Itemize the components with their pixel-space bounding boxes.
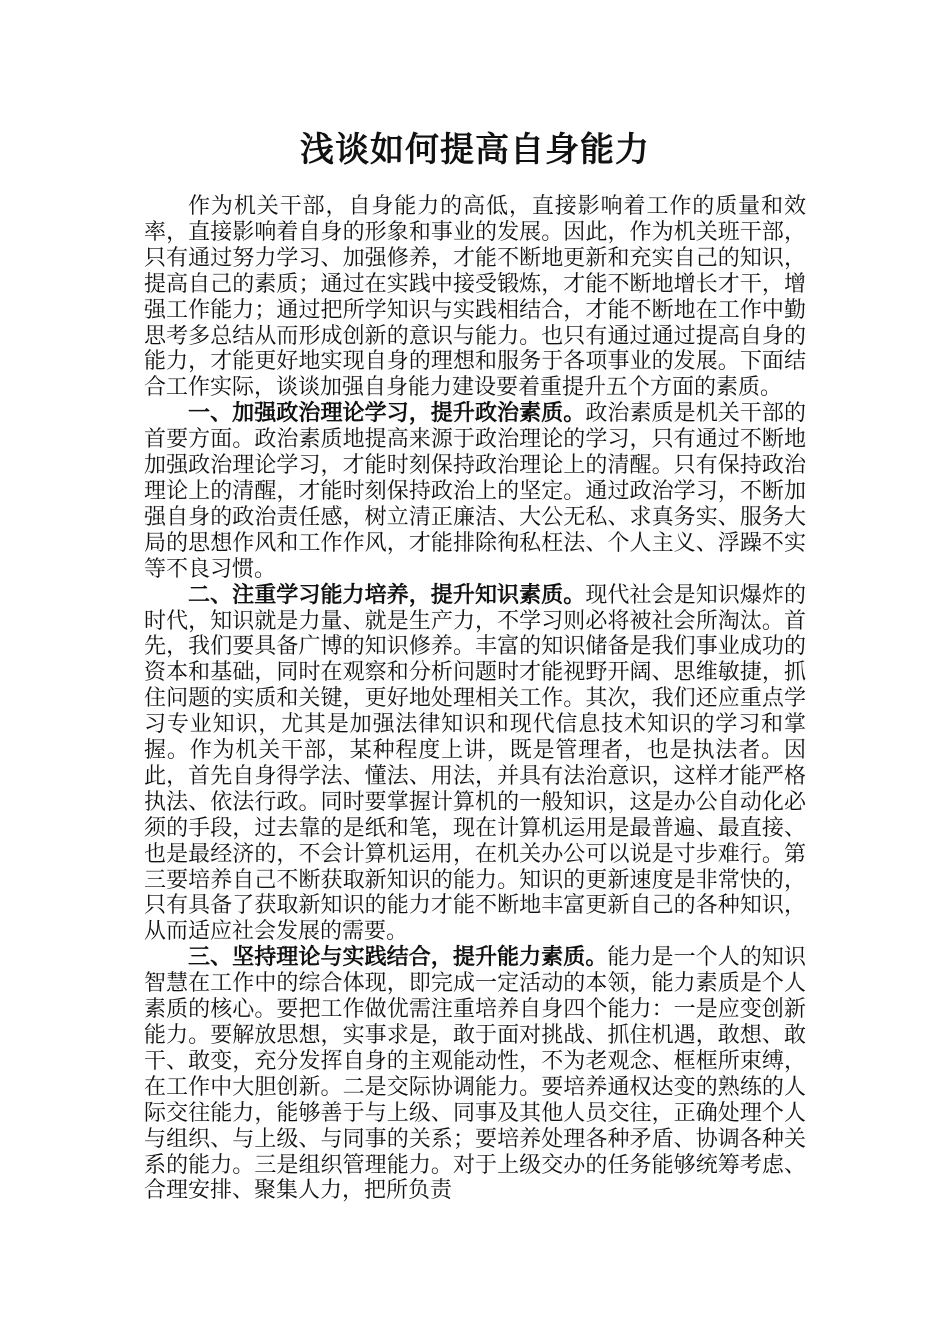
paragraph-section-2 bbox=[144, 583, 806, 946]
paragraph-text: 政治素质是机关干部的首要方面。政治素质地提高来源于政治理论的学习，只有通过不断地加强政治理论学习，才能时刻保持政治理论上的清醒。只有保持政治理论上的清醒，才能时刻保持政治上的坚定。通过政治学习，不断加强自身的政治责任感，树立清正廉洁、大公无私、求真务实、服务大局的思想作风和工作作风，才能排除徇私枉法、个人主义、浮躁不实等不良习惯。 bbox=[144, 401, 806, 582]
section-heading: 二、注重学习能力培养，提升知识素质。 bbox=[188, 582, 586, 608]
section-heading: 三、坚持理论与实践结合，提升能力素质。 bbox=[188, 945, 608, 971]
document-body bbox=[144, 194, 806, 1204]
paragraph-text: 作为机关干部，自身能力的高低，直接影响着工作的质量和效率，直接影响着自身的形象和事业的发展。因此，作为机关班干部，只有通过努力学习、加强修养，才能不断地更新和充实自己的知识，提高自己的素质；通过在实践中接受锻炼，才能不断地增长才干，增强工作能力；通过把所学知识与实践相结合，才能不断地在工作中勤思考多总结从而形成创新的意识与能力。也只有通过通过提高自身的能力，才能更好地实现自身的理想和服务于各项事业的发展。下面结合工作实际，谈谈加强自身能力建设要着重提升五个方面的素质。 bbox=[144, 194, 806, 401]
paragraph-text: 能力是一个人的知识智慧在工作中的综合体现，即完成一定活动的本领，能力素质是个人素质的核心。要把工作做优需注重培养自身四个能力：一是应变创新能力。要解放思想，实事求是，敢于面对挑战、抓住机遇，敢想、敢干、敢变，充分发挥自身的主观能动性，不为老观念、框框所束缚，在工作中大胆创新。二是交际协调能力。要培养通权达变的熟练的人际交往能力，能够善于与上级、同事及其他人员交往，正确处理个人与组织、与上级、与同事的关系；要培养处理各种矛盾、协调各种关系的能力。三是组织管理能力。对于上级交办的任务能够统筹考虑、合理安排、聚集人力，把所负责 bbox=[144, 945, 806, 1204]
paragraph-intro bbox=[144, 194, 806, 401]
paragraph-section-3 bbox=[144, 945, 806, 1204]
paragraph-section-1 bbox=[144, 401, 806, 582]
document-title: 浅谈如何提高自身能力 bbox=[300, 130, 650, 170]
paragraph-text: 现代社会是知识爆炸的时代，知识就是力量、就是生产力，不学习则必将被社会所淘汰。首先，我们要具备广博的知识修养。丰富的知识储备是我们事业成功的资本和基础，同时在观察和分析问题时才能视野开阔、思维敏捷，抓住问题的实质和关键，更好地处理相关工作。其次，我们还应重点学习专业知识，尤其是加强法律知识和现代信息技术知识的学习和掌握。作为机关干部，某种程度上讲，既是管理者，也是执法者。因此，首先自身得学法、懂法、用法，并具有法治意识，这样才能严格执法、依法行政。同时要掌握计算机的一般知识，这是办公自动化必须的手段，过去靠的是纸和笔，现在计算机运用是最普遍、最直接、也是最经济的，不会计算机运用，在机关办公可以说是寸步难行。第三要培养自己不断获取新知识的能力。知识的更新速度是非常快的，只有具备了获取新知识的能力才能不断地丰富更新自己的各种知识，从而适应社会发展的需要。 bbox=[144, 582, 806, 945]
section-heading: 一、加强政治理论学习，提升政治素质。 bbox=[188, 401, 586, 427]
